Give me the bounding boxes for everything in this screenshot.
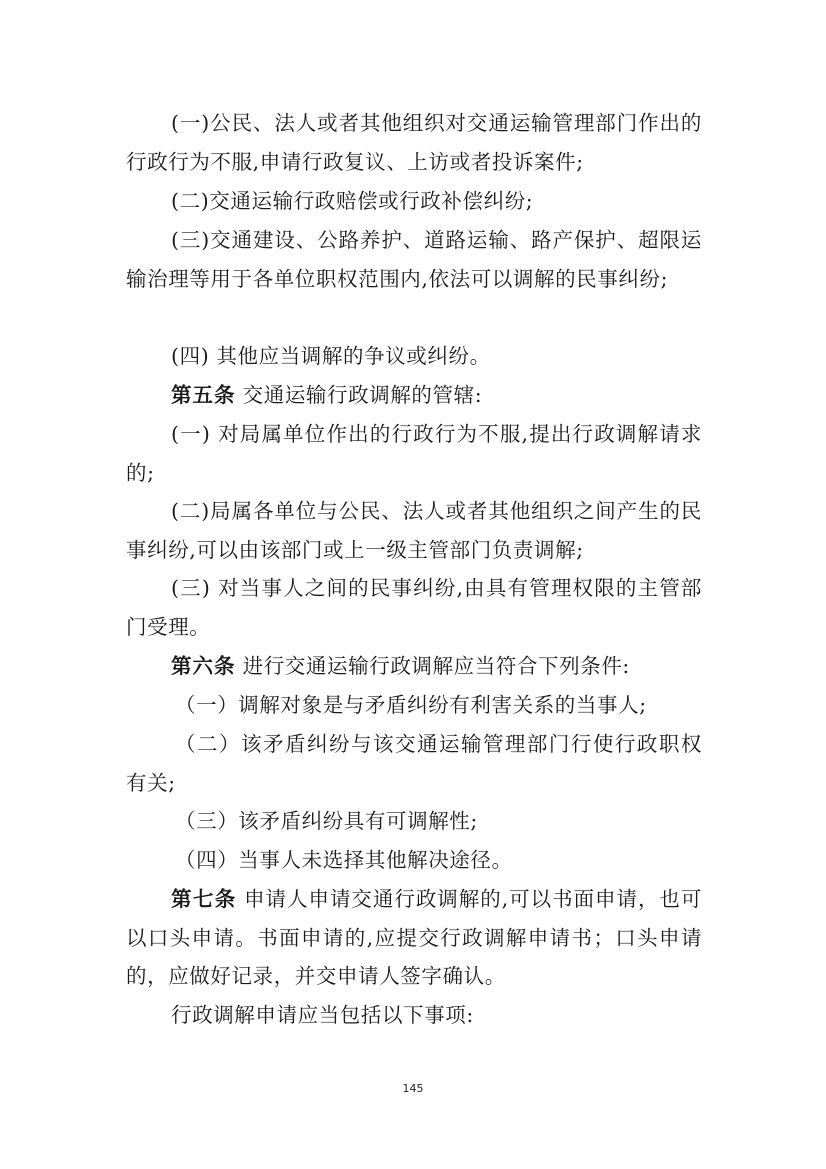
paragraph-item-5	[126, 415, 702, 492]
article-label: 第六条	[171, 654, 236, 678]
article-label: 第五条	[171, 383, 236, 407]
paragraph-text: （四）当事人未选择其他解决途径。	[175, 848, 513, 872]
paragraph-item-2	[126, 182, 702, 221]
article-text: 交通运输行政调解的管辖:	[235, 383, 483, 407]
paragraph-text: （三）该矛盾纠纷具有可调解性;	[175, 809, 478, 833]
paragraph-item-10	[126, 802, 702, 841]
article-text: 进行交通运输行政调解应当符合下列条件:	[235, 654, 630, 678]
paragraph-text: 行政调解申请应当包括以下事项:	[171, 1003, 474, 1027]
paragraph-item-3	[126, 221, 702, 298]
article-5-heading	[126, 376, 702, 415]
paragraph-text: （一）调解对象是与矛盾纠纷有利害关系的当事人;	[175, 693, 647, 717]
paragraph-text: (一) 对局属单位作出的行政行为不服,提出行政调解请求的;	[126, 422, 702, 485]
paragraph-text: （二）该矛盾纠纷与该交通运输管理部门行使行政职权有关;	[126, 732, 702, 795]
article-7-heading	[126, 880, 702, 996]
paragraph-item-11	[126, 841, 702, 880]
paragraph-text: (二)交通运输行政赔偿或行政补偿纠纷;	[171, 189, 534, 213]
paragraph-text: (四) 其他应当调解的争议或纠纷。	[171, 344, 491, 368]
paragraph-item-1	[126, 104, 702, 181]
paragraph-text: (二)局属各单位与公民、法人或者其他组织之间产生的民事纠纷,可以由该部门或上一级主管部门负责调解;	[126, 499, 702, 562]
article-6-heading	[126, 647, 702, 686]
paragraph-item-12	[126, 996, 702, 1035]
paragraph-item-6	[126, 492, 702, 569]
page-number: 145	[402, 1082, 424, 1095]
paragraph-item-8	[126, 686, 702, 725]
paragraph-text: (三)交通建设、公路养护、道路运输、路产保护、超限运输治理等用于各单位职权范围内,依法可以调解的民事纠纷;	[126, 228, 702, 291]
paragraph-item-4	[126, 337, 702, 376]
article-label: 第七条	[171, 887, 237, 911]
paragraph-text: (一)公民、法人或者其他组织对交通运输管理部门作出的行政行为不服,申请行政复议、上访或者投诉案件;	[126, 111, 702, 174]
paragraph-item-9	[126, 725, 702, 802]
paragraph-text: (三) 对当事人之间的民事纠纷,由具有管理权限的主管部门受理。	[126, 576, 702, 639]
paragraph-item-7	[126, 569, 702, 646]
article-text: 申请人申请交通行政调解的,可以书面申请，也可以口头申请。书面申请的,应提交行政调解申请书；口头申请的，应做好记录，并交申请人签字确认。	[126, 887, 702, 988]
